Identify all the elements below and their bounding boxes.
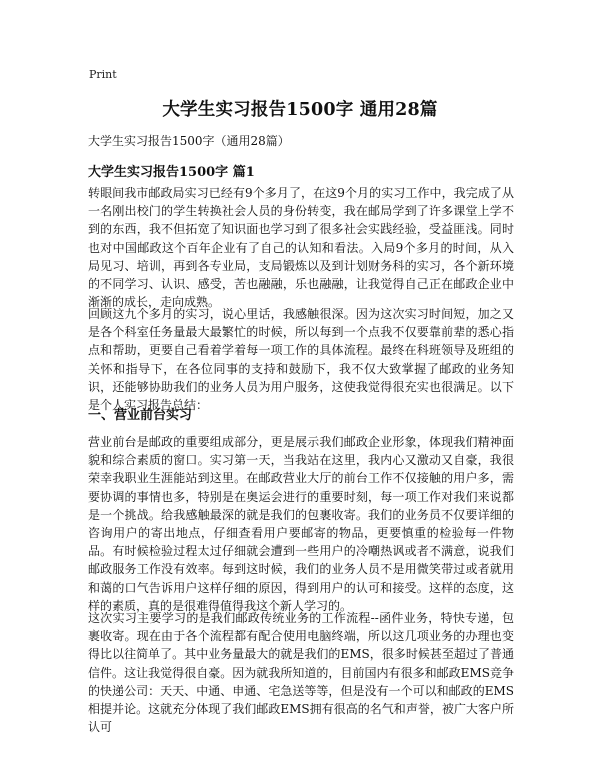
heading-counter-internship: 一、营业前台实习 [88,408,193,423]
paragraph-intro: 转眼间我市邮政局实习已经有9个多月了，在这9个月的实习工作中，我完成了从一名刚出校门的学生转换社会人员的身份转变，我在邮局学到了许多课堂上学不到的东西，我不但拓宽了知识面也学习到了很多社会实践经验，受益匪浅。同时也对中国邮政这个百年企业有了自己的认知和看法。入局9个多月的时间，从入局见习、培训，再到各专业局，支局锻炼以及到计划财务科的实习，各个新环境的不同学习、认识、感受，苦也融融，乐也融融，让我觉得自己正在邮政企业中渐渐的成长，走向成熟。 [88,186,514,310]
document-title: 大学生实习报告1500字 通用28篇 [162,100,438,120]
print-label[interactable]: Print [89,68,117,81]
paragraph-review: 回顾这九个多月的实习，说心里话，我感触很深。因为这次实习时间短，加之又是各个科室任务量最大最繁忙的时候，所以每到一个点我不仅要靠前辈的悉心指点和帮助，更要自己看着学着每一项工作的具体流程。最终在科班领导及班组的关怀和指导下，在各位同事的支持和鼓励下，我不仅大致掌握了邮政的业务知识，还能够协助我们的业务人员为用户服务，这使我觉得很充实也很满足。以下是个人实习报告总结： [88,307,514,413]
section-title: 大学生实习报告1500字 篇1 [88,165,255,180]
paragraph-workflow: 这次实习主要学习的是我们邮政传统业务的工作流程--函件业务，特快专递，包裹收寄。现在由于各个流程都有配合使用电脑终端，所以这几项业务的办理也变得比以往简单了。其中业务量最大的就是我们的EMS，很多时候甚至超过了普通信件。这让我觉得很自豪。因为就我所知道的，目前国内有很多和邮政EMS竞争的快递公司：天天、中通、申通、宅急送等等，但是没有一个可以和邮政的EMS相提并论。这就充分体现了我们邮政EMS拥有很高的名气和声誉，被广大客户所认可 [88,611,514,735]
paragraph-counter-service: 营业前台是邮政的重要组成部分，更是展示我们邮政企业形象，体现我们精神面貌和综合素质的窗口。实习第一天，当我站在这里，我内心又激动又自豪，我很荣幸我职业生涯能站到这里。在邮政营业大厅的前台工作不仅接触的用户多，需要协调的事情也多，特别是在奥运会进行的重要时刻，每一项工作对我们来说都是一个挑战。给我感触最深的就是我们的包裹收寄。我们的业务员不仅要详细的咨询用户的寄出地点，仔细查看用户要邮寄的物品，更要慎重的检验每一件物品。有时候检验过程太过仔细就会遭到一些用户的冷嘲热讽或者不满意，说我们邮政服务工作没有效率。每到这时候，我们的业务人员不是用微笑带过或者就用和蔼的口气告诉用户这样仔细的原因，得到用户的认可和接受。这样的态度，这样的素质，真的是很难得值得我这个新人学习的。 [88,435,514,613]
document-subtitle: 大学生实习报告1500字（通用28篇） [88,134,290,148]
